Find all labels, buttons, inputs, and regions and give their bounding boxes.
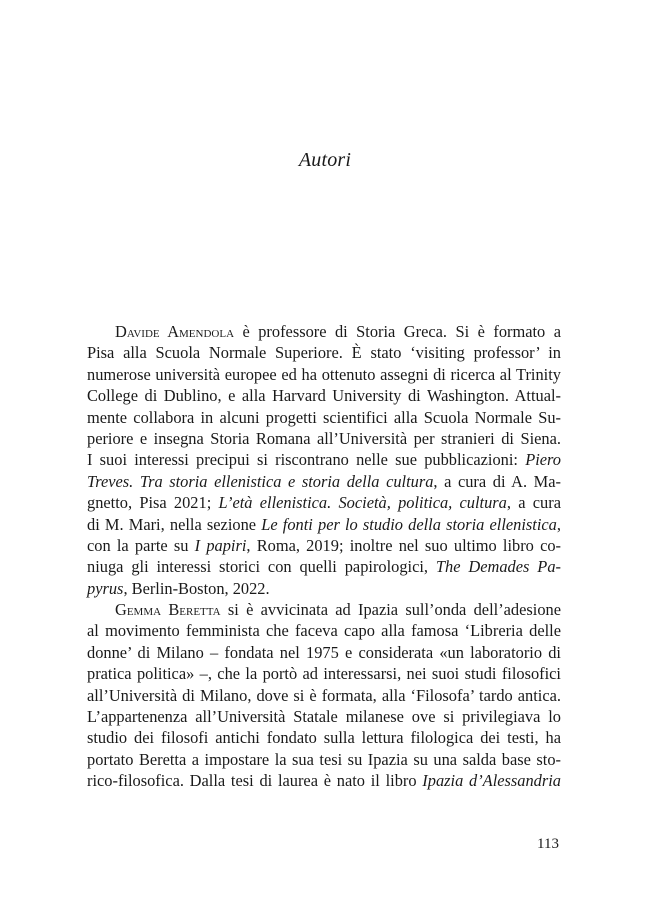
text-run: studio dei filosofi antichi fondato sulla lettura filologica dei testi, ha [87, 728, 561, 748]
italic-title: Le fonti per lo studio della storia ellenistica [261, 514, 557, 534]
text-run: con la parte su [87, 536, 195, 556]
text-run: , Berlin-Boston, 2022. [123, 578, 270, 598]
text-run: numerose università europee ed ha ottenuto assegni di ricerca al Trinity [87, 364, 561, 384]
author-name: Gemma Beretta [115, 600, 221, 619]
text-line [87, 321, 561, 342]
text-run: si è avvicinata ad Ipazia sull’onda dell’adesione [220, 600, 561, 619]
italic-title: The Demades Pa- [435, 557, 561, 577]
text-line [87, 428, 561, 449]
text-line [87, 535, 561, 556]
text-line [87, 706, 561, 727]
text-line [87, 642, 561, 663]
text-run: , Roma, 2019; inoltre nel suo ultimo libro co- [246, 536, 562, 556]
text-line [87, 407, 561, 428]
text-line [87, 556, 561, 577]
text-line [87, 342, 561, 363]
text-run: portato Beretta a impostare la sua tesi su Ipazia su una salda base sto- [87, 749, 561, 769]
text-line [87, 471, 561, 492]
text-run: , a cura di A. Ma- [433, 471, 561, 491]
italic-title: Treves. Tra storia ellenistica e storia della cultura [87, 471, 434, 491]
text-line [87, 770, 561, 791]
text-line [87, 685, 561, 706]
text-run: I suoi interessi precipui si riscontrano nelle sue pubblicazioni: [87, 450, 526, 470]
author-bio-beretta [87, 599, 561, 792]
author-bio-amendola [87, 321, 561, 599]
text-run: periore e insegna Storia Romana all’Università per stranieri di Siena. [87, 429, 561, 449]
italic-title: I papiri [194, 536, 247, 556]
text-run: di M. Mari, nella sezione [87, 514, 262, 534]
text-run: all’Università di Milano, dove si è formata, alla ‘Filosofa’ tardo antica. [87, 685, 561, 705]
text-run: pratica politica» –, che la portò ad interessarsi, nei suoi studi filosofici [87, 664, 561, 684]
text-line [87, 727, 561, 748]
text-run: gnetto, Pisa 2021; [87, 493, 219, 513]
italic-title: Piero [525, 450, 561, 470]
text-line [87, 492, 561, 513]
text-run: al movimento femminista che faceva capo alla famosa ‘Libreria delle [87, 621, 561, 641]
text-run: L’appartenenza all’Università Statale milanese ove si privilegiava lo [87, 707, 561, 727]
italic-title: Ipazia d’Alessandria [422, 771, 561, 791]
text-run: Pisa alla Scuola Normale Superiore. È stato ‘visiting professor’ in [87, 343, 561, 363]
page-number: 113 [537, 836, 559, 852]
text-line [87, 578, 561, 599]
italic-title: L’età ellenistica. Società, politica, cultura [218, 493, 507, 513]
text-line [87, 663, 561, 684]
text-line [87, 514, 561, 535]
text-run: niuga gli interessi storici con quelli papirologici, [87, 557, 436, 577]
text-line [87, 620, 561, 641]
text-line [87, 385, 561, 406]
text-line [87, 749, 561, 770]
text-run: è professore di Storia Greca. Si è formato a [234, 322, 561, 341]
text-run: donne’ di Milano – fondata nel 1975 e considerata «un laboratorio di [87, 642, 561, 662]
page-title: Autori [298, 149, 352, 171]
text-run: , a cura [506, 493, 561, 513]
text-run: mente collabora in alcuni progetti scientifici alla Scuola Normale Su- [87, 407, 561, 427]
author-name: Davide Amendola [115, 322, 235, 341]
text-line [87, 364, 561, 385]
text-run: , [556, 514, 561, 534]
italic-title: pyrus [87, 578, 124, 598]
text-line [87, 449, 561, 470]
text-run: College di Dublino, e alla Harvard University di Washington. Attual- [87, 386, 561, 406]
text-run: rico-filosofica. Dalla tesi di laurea è nato il libro [87, 771, 423, 791]
text-line [87, 599, 561, 620]
